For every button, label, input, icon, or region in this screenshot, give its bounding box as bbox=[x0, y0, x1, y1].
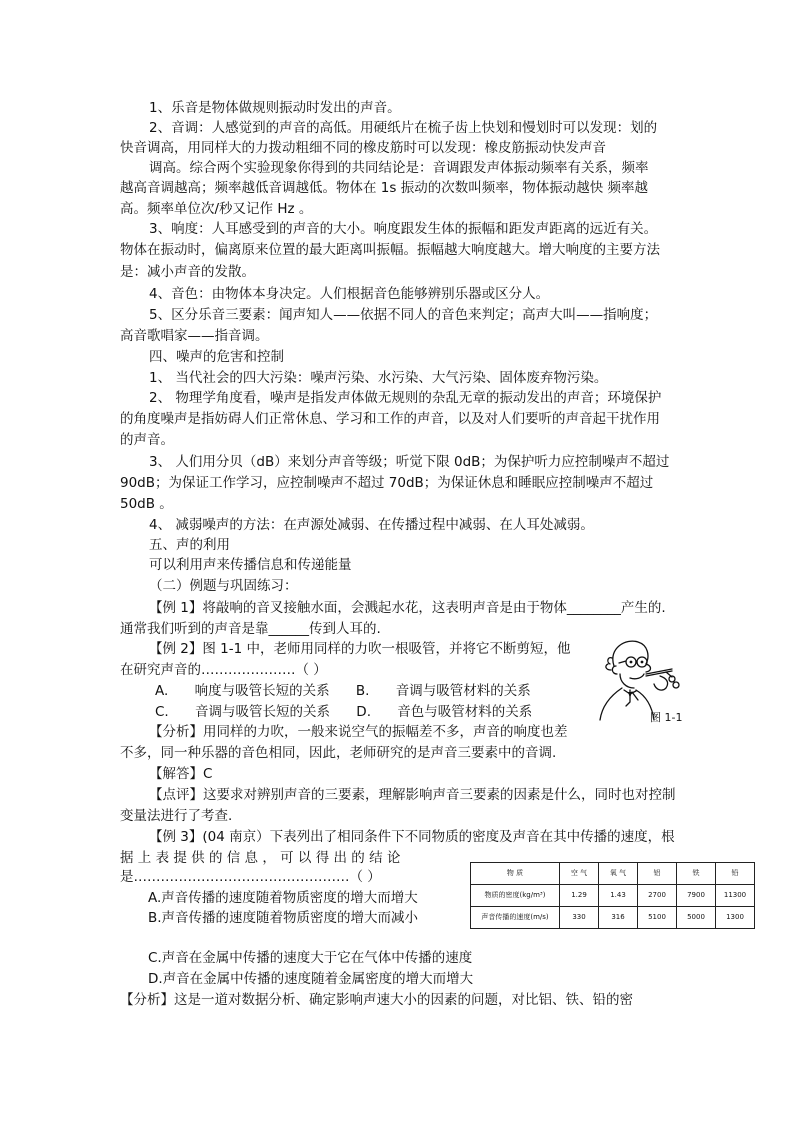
text-line: 2、音调：人感觉到的声音的高低。用硬纸片在梳子齿上快划和慢划时可以发现：划的 bbox=[149, 120, 658, 136]
text-line: 调高。综合两个实验现象你得到的共同结论是：音调跟发声体振动频率有关系，频率 bbox=[149, 160, 649, 176]
answer-option: A.声音传播的速度随着物质密度的增大而增大 bbox=[148, 890, 418, 906]
text-line: 5、区分乐音三要素：闻声知人——依据不同人的音色来判定；高声大叫——指响度； bbox=[149, 307, 658, 323]
text-line: 的角度噪声是指妨碍人们正常休息、学习和工作的声音，以及对人们要听的声音起干扰作用 bbox=[120, 411, 660, 427]
table-cell: 316 bbox=[599, 907, 638, 929]
table-cell: 1.43 bbox=[599, 885, 638, 907]
table-header-cell: 物 质 bbox=[471, 863, 560, 885]
text-line: 是…………………………………………（ ） bbox=[120, 869, 381, 885]
text-line: 90dB；为保证工作学习，应控制噪声不超过 70dB；为保证休息和睡眠应控制噪声不超过 bbox=[120, 475, 654, 491]
text-line: 3、响度：人耳感受到的声音的大小。响度跟发生体的振幅和距发声距离的远近有关。 bbox=[149, 221, 658, 237]
text-line: 越高音调越高；频率越低音调越低。物体在 1s 振动的次数叫频率，物体振动越快 频率越 bbox=[120, 180, 648, 196]
table-cell: 11300 bbox=[716, 885, 755, 907]
text-line: 4、音色：由物体本身决定。人们根据音色能够辨别乐器或区分人。 bbox=[149, 286, 550, 302]
answer-option: C. 音调与吸管长短的关系 D. 音色与吸管材料的关系 bbox=[155, 704, 533, 720]
table-header-cell: 铝 bbox=[638, 863, 677, 885]
text-line: 1、乐音是物体做规则振动时发出的声音。 bbox=[149, 100, 401, 116]
text-line: 【解答】C bbox=[149, 766, 213, 782]
text-line: 的声音。 bbox=[120, 432, 174, 448]
text-line: 可以利用声来传播信息和传递能量 bbox=[149, 557, 352, 573]
text-line: 50dB 。 bbox=[120, 496, 173, 512]
answer-option: B.声音传播的速度随着物质密度的增大而减小 bbox=[148, 910, 419, 926]
text-line: 【分析】用同样的力吹，一般来说空气的振幅差不多，声音的响度也差 bbox=[149, 724, 568, 740]
table-cell: 声音传播的速度(m/s) bbox=[471, 907, 560, 929]
text-line: 快音调高，用同样大的力拨动粗细不同的橡皮筋时可以发现：橡皮筋振动快发声音 bbox=[120, 140, 606, 156]
table-cell: 7900 bbox=[677, 885, 716, 907]
text-line: 1、 当代社会的四大污染：噪声污染、水污染、大气污染、固体废弃物污染。 bbox=[149, 370, 608, 386]
text-line: 4、 减弱噪声的方法：在声源处减弱、在传播过程中减弱、在人耳处减弱。 bbox=[149, 517, 594, 533]
table-header-cell: 铅 bbox=[716, 863, 755, 885]
text-line: 【例 2】图 1-1 中，老师用同样的力吹一根吸管，并将它不断剪短，他 bbox=[149, 641, 571, 657]
text-line: 物体在振动时，偏离原来位置的最大距离叫振幅。振幅越大响度越大。增大响度的主要方法 bbox=[120, 242, 660, 258]
text-line: 通常我们听到的声音是靠______传到人耳的. bbox=[120, 621, 381, 637]
section-heading: 四、噪声的危害和控制 bbox=[149, 349, 284, 365]
density-speed-table bbox=[470, 862, 755, 929]
data-table bbox=[470, 862, 755, 929]
table-cell: 330 bbox=[560, 907, 599, 929]
text-line: 在研究声音的…………………（ ） bbox=[120, 662, 327, 678]
table-cell: 物质的密度(kg/m³) bbox=[471, 885, 560, 907]
answer-option: A. 响度与吸管长短的关系 B. 音调与吸管材料的关系 bbox=[155, 683, 531, 699]
text-line: 2、 物理学角度看，噪声是指发声体做无规则的杂乱无章的振动发出的声音；环境保护 bbox=[149, 390, 662, 406]
text-line: 高音歌唱家——指音调。 bbox=[120, 328, 269, 344]
text-line: 【点评】这要求对辨别声音的三要素，理解影响声音三要素的因素是什么，同时也对控制 bbox=[149, 787, 676, 803]
table-cell: 1300 bbox=[716, 907, 755, 929]
table-row bbox=[471, 907, 755, 929]
table-header-row bbox=[471, 863, 755, 885]
table-cell: 5100 bbox=[638, 907, 677, 929]
table-header-cell: 氧 气 bbox=[599, 863, 638, 885]
figure-caption: 图 1-1 bbox=[650, 711, 683, 724]
answer-option: C.声音在金属中传播的速度大于它在气体中传播的速度 bbox=[148, 950, 473, 966]
section-heading: 五、声的利用 bbox=[149, 537, 230, 553]
text-line: 【例 1】将敲响的音叉接触水面，会溅起水花，这表明声音是由于物体________产生的. bbox=[149, 600, 666, 616]
text-line: 【分析】这是一道对数据分析、确定影响声速大小的因素的问题，对比铝、铁、铅的密 bbox=[120, 992, 633, 1008]
table-cell: 2700 bbox=[638, 885, 677, 907]
table-row bbox=[471, 885, 755, 907]
table-header-cell: 空 气 bbox=[560, 863, 599, 885]
table-header-cell: 铁 bbox=[677, 863, 716, 885]
section-heading: （二）例题与巩固练习： bbox=[149, 578, 298, 594]
table-cell: 1.29 bbox=[560, 885, 599, 907]
answer-option: D.声音在金属中传播的速度随着金属密度的增大而增大 bbox=[148, 971, 474, 987]
text-line: 是：减小声音的发散。 bbox=[120, 264, 255, 280]
text-line: 【例 3】(04 南京）下表列出了相同条件下不同物质的密度及声音在其中传播的速度，根 bbox=[149, 829, 675, 845]
table-cell: 5000 bbox=[677, 907, 716, 929]
text-line: 3、 人们用分贝（dB）来划分声音等级；听觉下限 0dB；为保护听力应控制噪声不超过 bbox=[149, 454, 670, 470]
text-line: 变量法进行了考查. bbox=[120, 808, 233, 824]
text-line: 不多，同一种乐器的音色相同，因此，老师研究的是声音三要素中的音调. bbox=[120, 745, 557, 761]
text-line: 据 上 表 提 供 的 信 息 ， 可 以 得 出 的 结 论 bbox=[120, 850, 401, 866]
text-line: 高。频率单位次/秒又记作 Hz 。 bbox=[120, 201, 313, 217]
